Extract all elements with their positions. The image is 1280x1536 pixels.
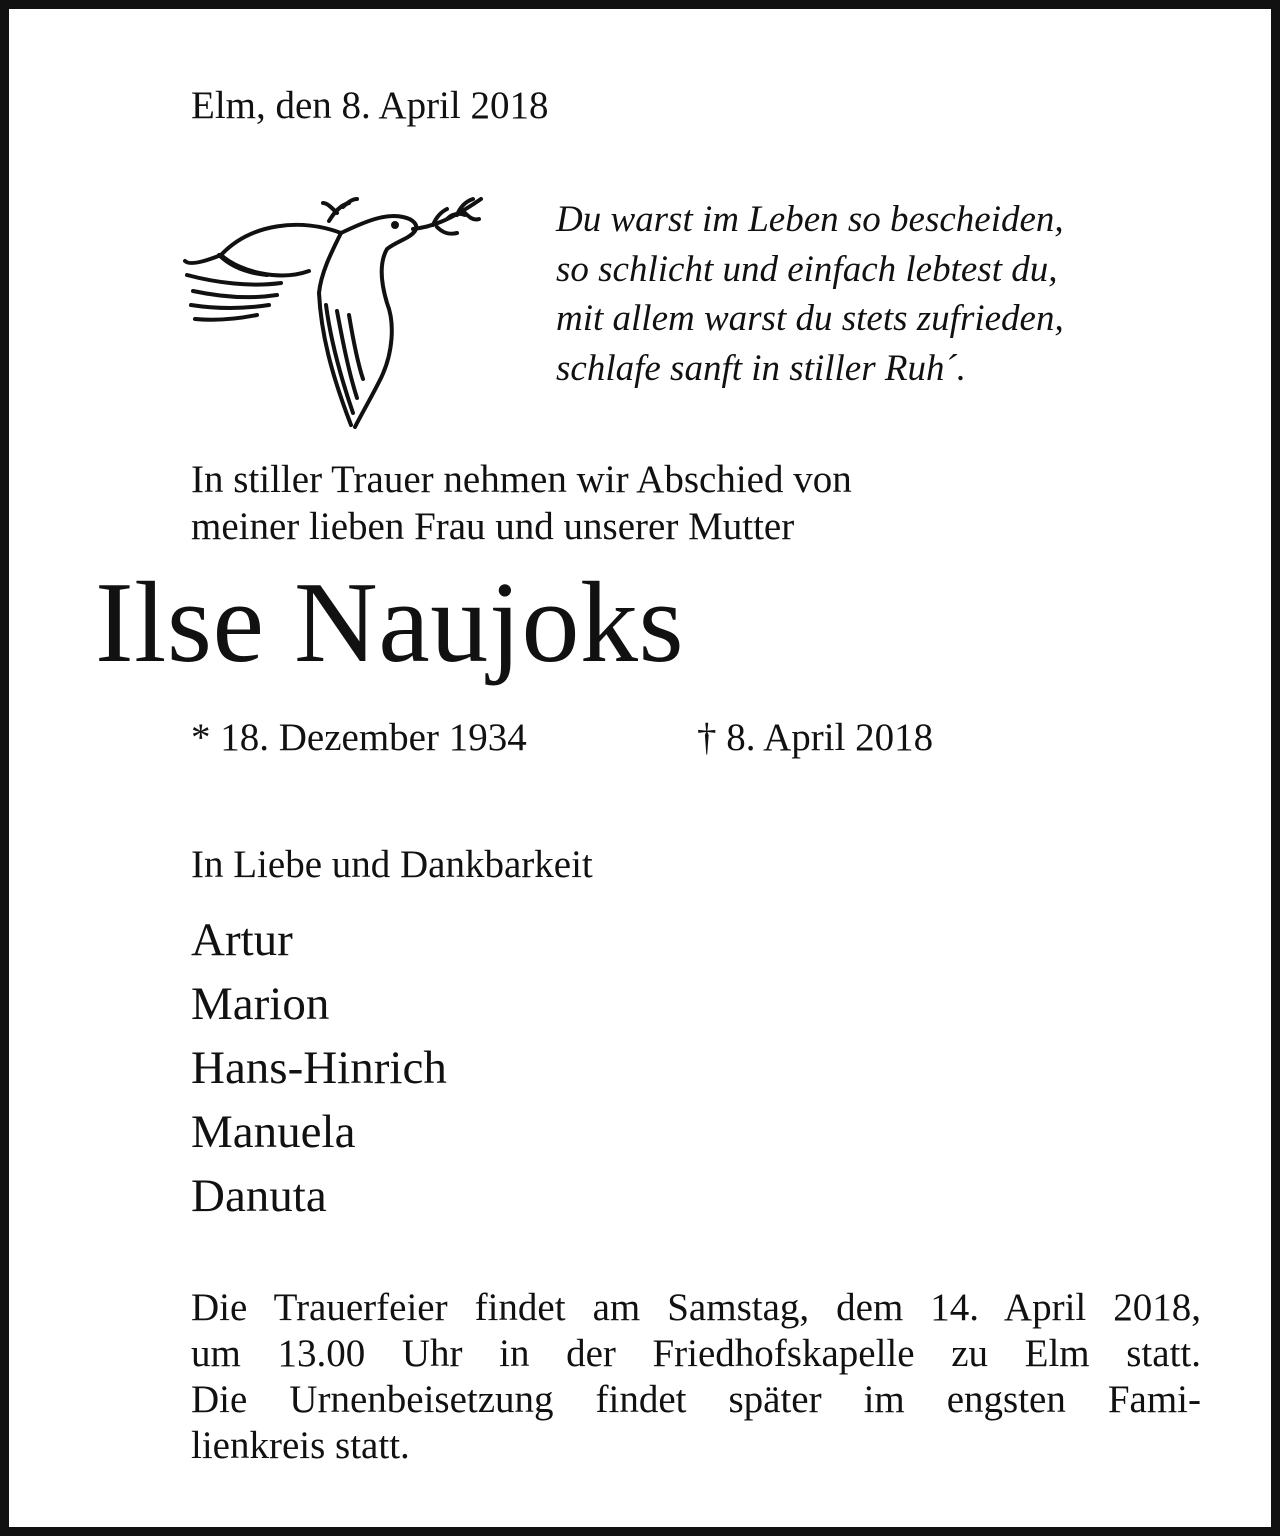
mourners-list xyxy=(191,908,447,1228)
poem-line: Du warst im Leben so bescheiden, xyxy=(556,199,1064,240)
funeral-notice xyxy=(191,1285,1201,1469)
memorial-poem xyxy=(556,195,1064,393)
poem-line: mit allem warst du stets zufrieden, xyxy=(556,298,1064,339)
birth-date: * 18. Dezember 1934 xyxy=(191,716,527,759)
mourner-name: Marion xyxy=(191,978,330,1030)
mourner-name: Manuela xyxy=(191,1106,356,1158)
poem-line: schlafe sanft in stiller Ruh´. xyxy=(556,347,967,389)
intro-line: meiner lieben Frau und unserer Mutter xyxy=(191,505,795,548)
place-date: Elm, den 8. April 2018 xyxy=(191,84,549,127)
notice-line: lienkreis statt. xyxy=(191,1424,410,1467)
notice-line: Die Trauerfeier findet am Samstag, dem 14. April 2018, xyxy=(191,1286,1201,1329)
intro-text xyxy=(191,456,852,550)
deceased-name: Ilse Naujoks xyxy=(95,559,685,687)
notice-line: Die Urnenbeisetzung findet später im engsten Fami- xyxy=(191,1378,1201,1421)
dove-with-olive-branch-icon xyxy=(181,193,487,431)
mourner-name: Artur xyxy=(191,914,293,966)
poem-line: so schlicht und einfach lebtest du, xyxy=(556,248,1058,290)
closing-text: In Liebe und Dankbarkeit xyxy=(191,843,593,886)
notice-line: um 13.00 Uhr in der Friedhofskapelle zu Elm statt. xyxy=(191,1332,1201,1375)
mourner-name: Hans-Hinrich xyxy=(191,1042,447,1094)
death-date: † 8. April 2018 xyxy=(697,716,934,759)
intro-line: In stiller Trauer nehmen wir Abschied von xyxy=(191,458,852,501)
mourner-name: Danuta xyxy=(191,1170,327,1222)
